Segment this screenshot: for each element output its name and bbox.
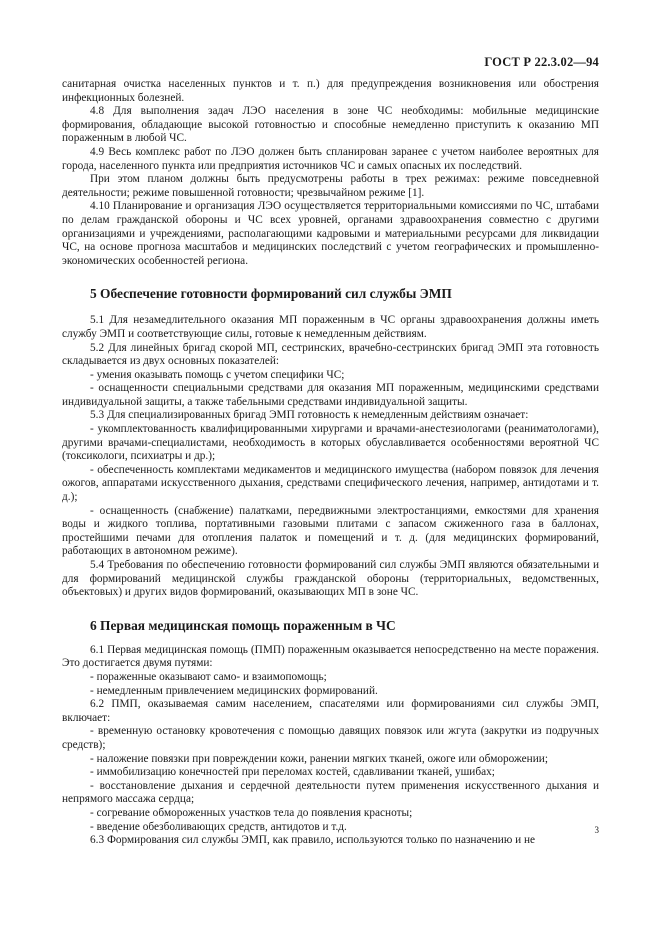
paragraph-5-1: 5.1 Для незамедлительного оказания МП пораженным в ЧС органы здравоохранения должны иметь службу ЭМП и соответствующие силы, готовые к немедленным действиям. [62, 314, 599, 340]
paragraph-6-1: 6.1 Первая медицинская помощь (ПМП) пораженным оказывается непосредственно на месте поражения. Это достигается двумя путями: [62, 643, 599, 670]
list-item: - укомплектованность квалифицированными хирургами и врачами-анестезиологами (реаниматологами), другими врачами-специалистами, необходимость в которых обуславливается особенностями вероятной ЧС (токсикологи, психиатры и др.); [62, 423, 599, 463]
list-item: - обеспеченность комплектами медикаментов и медицинского имущества (набором повязок для лечения ожогов, аппаратами искусственного дыхания, средствами специфического лечения, например, антидотами и т. д.); [62, 463, 599, 504]
paragraph-6-3: 6.3 Формирования сил службы ЭМП, как правило, используются только по назначению и не [90, 834, 536, 847]
list-item: - согревание обмороженных участков тела до появления красноты; [90, 806, 413, 819]
paragraph-modes: При этом планом должны быть предусмотрены работы в трех режимах: режиме повседневной деятельности; режиме повышенной готовности; чрезвычайном режиме [1]. [62, 173, 599, 199]
document-body [62, 78, 599, 848]
list-item: - временную остановку кровотечения с помощью давящих повязок или жгута (закрутки из подручных средств); [62, 725, 599, 751]
list-item: - иммобилизацию конечностей при переломах костей, сдавливании тканей, ушибах; [90, 766, 495, 779]
paragraph-4-10: 4.10 Планирование и организация ЛЭО осуществляется территориальными комиссиями по ЧС, штабами по делам гражданской обороны и ЧС всех уровней, органами здравоохранения совместно с другими организациями и учреждениями, располагающими кадровыми и материальными ресурсами для ликвидации ЧС, на основе прогноза масштабов и медицинских последствий с учетом географических и промышленно-экономических особенностей региона. [62, 200, 599, 267]
list-item: - оснащенности специальными средствами для оказания МП пораженным, медицинскими средствами индивидуальной защиты, а также табельными средствами индивидуальной защиты. [62, 382, 599, 408]
paragraph-5-3: 5.3 Для специализированных бригад ЭМП готовность к немедленным действиям означает: [90, 409, 529, 422]
list-item: - восстановление дыхания и сердечной деятельности путем применения искусственного дыхания и непрямого массажа сердца; [62, 779, 599, 806]
paragraph-4-8: 4.8 Для выполнения задач ЛЭО населения в зоне ЧС необходимы: мобильные медицинские формирования, обладающие высокой готовностью и способные немедленно приступить к оказанию МП пораженным в любой ЧС. [62, 105, 599, 145]
paragraph: санитарная очистка населенных пунктов и т. п.) для предупреждения возникновения или обострения инфекционных болезней. [62, 78, 599, 104]
list-item: - умения оказывать помощь с учетом специфики ЧС; [90, 368, 345, 381]
paragraph-5-2: 5.2 Для линейных бригад скорой МП, сестринских, врачебно-сестринских бригад ЭМП эта готовность складывается из двух основных показателей: [62, 341, 599, 368]
list-item: - пораженные оказывают само- и взаимопомощь; [90, 670, 327, 683]
list-item: - наложение повязки при повреждении кожи, ранении мягких тканей, ожоге или обморожении; [90, 752, 548, 765]
list-item: - немедленным привлечением медицинских формирований. [90, 684, 378, 697]
page-number: 3 [594, 825, 599, 835]
paragraph-6-2: 6.2 ПМП, оказываемая самим населением, спасателями или формированиями сил службы ЭМП, включает: [62, 698, 599, 724]
list-item: - оснащенность (снабжение) палатками, передвижными электростанциями, емкостями для хранения воды и жидкого топлива, портативными газовыми плитами с запасом сжиженного газа в баллонах, простейшими печами для отопления палаток и помещений и т. д. (для медицинских формирований, работающих в автономном режиме). [62, 504, 599, 558]
section-6-title: 6 Первая медицинская помощь пораженным в ЧС [90, 617, 396, 633]
paragraph-4-9: 4.9 Весь комплекс работ по ЛЭО должен быть спланирован заранее с учетом наиболее вероятных для города, населенного пункта или предприятия источников ЧС и самых опасных их последствий. [62, 145, 599, 172]
paragraph-5-4: 5.4 Требования по обеспечению готовности формирований сил службы ЭМП являются обязательными и для формирований медицинской службы гражданской обороны (территориальных, ведомственных, объектовых) и других видов формирований, оказывающих МП в зоне ЧС. [62, 559, 599, 599]
document-header-id: ГОСТ Р 22.3.02—94 [484, 55, 599, 69]
list-item: - введение обезболивающих средств, антидотов и т.д. [90, 820, 347, 833]
section-5-title: 5 Обеспечение готовности формирований сил службы ЭМП [90, 286, 452, 302]
